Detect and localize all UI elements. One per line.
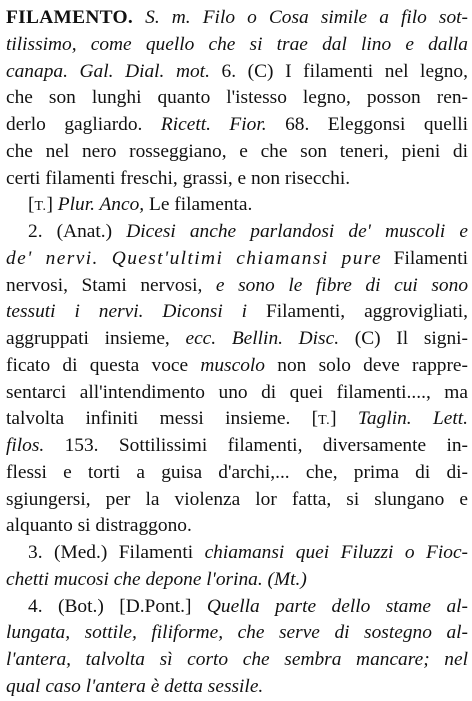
- text-run: Taglin. Lett.: [357, 408, 468, 430]
- text-run: de' nervi. Quest'ultimi chiamansi pure: [6, 247, 383, 269]
- text-run: muscolo: [200, 354, 265, 376]
- text-run: tilissimo, come quello che si trae dal lino e dalla: [6, 33, 468, 55]
- text-run: canapa. Gal. Dial. mot.: [6, 60, 210, 82]
- text-run: Quella parte dello stame al-: [206, 595, 468, 617]
- text-run: ]: [46, 194, 58, 216]
- entry-line: [6, 647, 468, 674]
- text-run: ecc. Bellin. Disc.: [185, 328, 340, 349]
- text-run: 68. Eleggonsi quelli: [266, 114, 468, 135]
- text-run: e sono le fibre di cui sono: [215, 274, 468, 296]
- text-run: ]: [330, 408, 358, 430]
- entry-line: [6, 674, 468, 701]
- entry-line: [6, 567, 468, 594]
- text-run: tessuti i nervi. Diconsi i: [6, 301, 248, 323]
- text-run: aggruppati insieme,: [6, 328, 186, 349]
- entry-line: [6, 353, 468, 380]
- entry-line: [6, 85, 468, 112]
- text-run: l'antera, talvolta sì corto che sembra mancare; nel: [6, 649, 468, 670]
- entry-line: [6, 513, 468, 540]
- headword: FILAMENTO.: [6, 7, 134, 28]
- entry-line: [6, 59, 468, 86]
- text-run: Le filamenta.: [144, 194, 253, 216]
- entry-line: [6, 166, 468, 193]
- entry-line: [6, 433, 468, 460]
- text-run: alquanto si distraggono.: [6, 515, 192, 537]
- entry-line: [6, 32, 468, 59]
- entry-line: [6, 273, 468, 300]
- entry-line: [6, 620, 468, 647]
- entry-line: [6, 299, 468, 326]
- entry-line: [6, 246, 468, 273]
- sense-4-line: [6, 594, 468, 621]
- text-run: lungata, sottile, filiforme, che serve di sostegno al-: [6, 622, 468, 644]
- text-run: Dicesi anche parlandosi de' muscoli e: [126, 221, 468, 242]
- text-run: Filamenti, aggrovigliati,: [247, 301, 468, 323]
- text-run: chetti mucosi che depone l'orina. (Mt.): [6, 568, 307, 590]
- text-run: Plur. Anco,: [57, 194, 145, 216]
- text-run: 6. (C) I filamenti nel legno,: [209, 60, 468, 82]
- text-run: che nel nero rosseggiano, e che son teneri, pieni di: [6, 140, 468, 162]
- text-run: certi filamenti freschi, grassi, e non risecchi.: [6, 167, 351, 189]
- entry-line: [6, 192, 468, 219]
- sense-2-line: [6, 219, 468, 246]
- tommaseo-mark: T.: [318, 413, 331, 429]
- entry-line: [6, 5, 468, 32]
- text-run: S. m. Filo o Cosa simile a filo sot-: [133, 7, 468, 28]
- text-run: non solo deve rappre-: [265, 354, 468, 376]
- entry-line: [6, 406, 468, 433]
- text-run: che son lunghi quanto l'istesso legno, posson ren-: [6, 87, 468, 109]
- entry-line: [6, 139, 468, 166]
- dictionary-entry: [6, 5, 468, 701]
- text-run: qual caso l'antera è detta sessile.: [6, 675, 264, 697]
- entry-line: [6, 112, 468, 139]
- text-run: [: [28, 194, 35, 216]
- sense-3-line: [6, 540, 468, 567]
- text-run: 153. Sottilissimi filamenti, diversamente in-: [44, 435, 468, 456]
- sense-number: 2. (Anat.): [28, 221, 127, 242]
- text-run: filos.: [6, 435, 45, 456]
- text-run: chiamansi quei Filuzzi o Fioc-: [204, 542, 468, 563]
- text-run: nervosi, Stami nervosi,: [6, 274, 216, 296]
- text-run: flessi e torti a guisa d'archi,... che, prima di di-: [6, 461, 468, 483]
- text-run: Ricett. Fior.: [160, 114, 267, 135]
- text-run: derlo gagliardo.: [6, 114, 161, 135]
- text-run: (C) Il signi-: [339, 328, 468, 349]
- text-run: sgiungersi, per la violenza lor fatta, si slungano e: [6, 488, 468, 510]
- entry-line: [6, 326, 468, 353]
- text-run: talvolta infiniti messi insieme. [: [6, 408, 319, 430]
- text-run: Filamenti: [382, 247, 468, 269]
- entry-line: [6, 487, 468, 514]
- entry-line: [6, 380, 468, 407]
- text-run: sentarci all'intendimento uno di quei filamenti...., ma: [6, 381, 468, 403]
- sense-number: 4. (Bot.) [D.Pont.]: [28, 595, 207, 617]
- tommaseo-mark: T.: [34, 199, 47, 215]
- sense-number: 3. (Med.) Filamenti: [28, 542, 205, 563]
- text-run: ficato di questa voce: [6, 354, 201, 376]
- entry-line: [6, 460, 468, 487]
